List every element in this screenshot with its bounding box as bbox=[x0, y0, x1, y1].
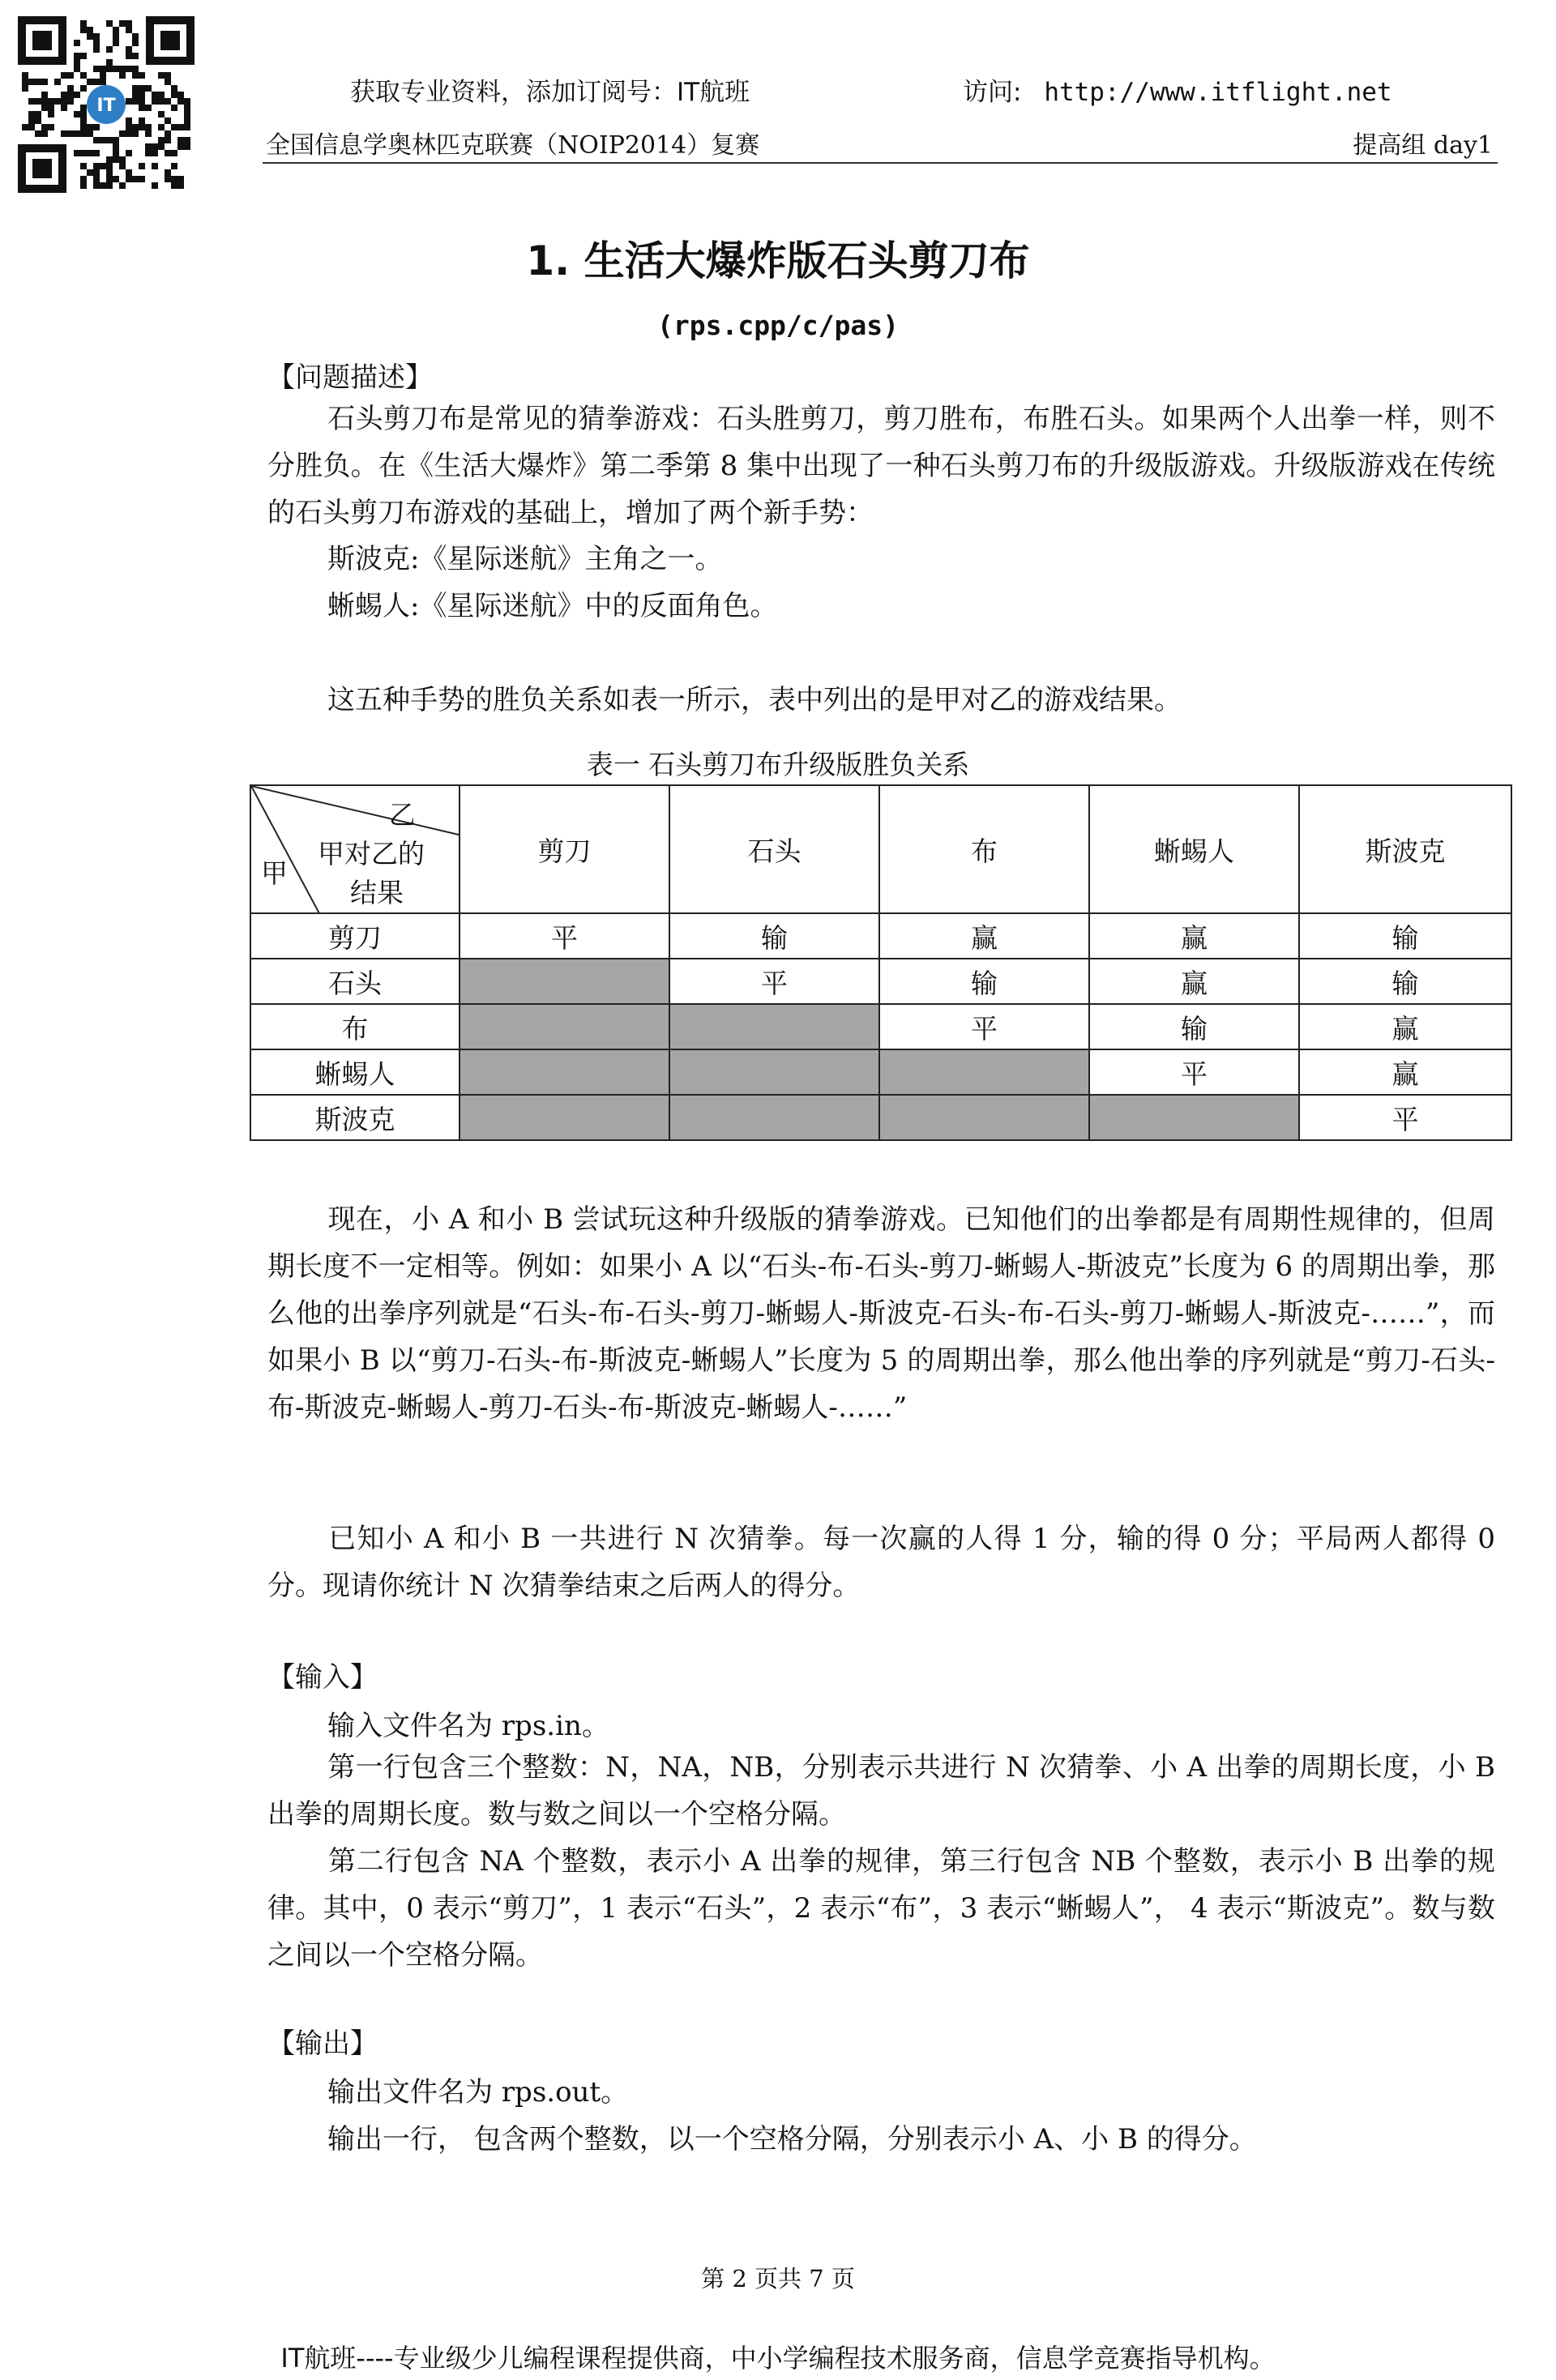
qr-module bbox=[119, 72, 126, 79]
qr-module bbox=[41, 98, 48, 105]
qr-module bbox=[158, 143, 165, 150]
qr-module bbox=[126, 66, 132, 72]
qr-module bbox=[126, 150, 132, 156]
shaded-cell bbox=[879, 1049, 1089, 1095]
qr-module bbox=[93, 40, 100, 46]
row-header: 石头 bbox=[250, 959, 460, 1004]
table-cell: 平 bbox=[1299, 1095, 1511, 1140]
qr-module bbox=[80, 72, 87, 79]
qr-module bbox=[126, 169, 132, 176]
table-cell: 平 bbox=[1089, 1049, 1299, 1095]
qr-module bbox=[67, 92, 74, 98]
qr-module bbox=[22, 124, 28, 130]
qr-module bbox=[35, 130, 41, 137]
corner-label-a: 甲 bbox=[261, 857, 288, 889]
qr-module bbox=[132, 124, 139, 130]
qr-module bbox=[158, 92, 165, 98]
qr-module bbox=[113, 150, 119, 156]
qr-module bbox=[35, 98, 41, 105]
qr-module bbox=[48, 111, 54, 118]
qr-module bbox=[113, 66, 119, 72]
qr-module bbox=[113, 143, 119, 150]
qr-module bbox=[171, 163, 177, 169]
qr-module bbox=[67, 72, 74, 79]
qr-module bbox=[139, 92, 145, 98]
table-row bbox=[250, 959, 1511, 1004]
corner-label-result-end: 结果 bbox=[350, 877, 404, 908]
qr-module bbox=[152, 92, 158, 98]
qr-module bbox=[119, 66, 126, 72]
qr-module bbox=[48, 98, 54, 105]
qr-module bbox=[139, 105, 145, 111]
qr-module bbox=[126, 130, 132, 137]
table-row bbox=[250, 1095, 1511, 1140]
table-cell: 输 bbox=[669, 913, 879, 959]
qr-module bbox=[113, 33, 119, 40]
lizard-line: 蜥蜴人:《星际迷航》中的反面角色。 bbox=[327, 590, 778, 622]
qr-module bbox=[139, 98, 145, 105]
qr-module bbox=[93, 182, 100, 189]
qr-module bbox=[184, 124, 190, 130]
qr-module bbox=[113, 156, 119, 163]
table-cell: 平 bbox=[879, 1004, 1089, 1049]
qr-module bbox=[119, 182, 126, 189]
qr-module bbox=[106, 137, 113, 143]
qr-module bbox=[28, 124, 35, 130]
row-header: 布 bbox=[250, 1004, 460, 1049]
qr-module bbox=[145, 143, 152, 150]
qr-module bbox=[113, 137, 119, 143]
qr-module bbox=[145, 130, 152, 137]
qr-module bbox=[126, 20, 132, 27]
qr-module bbox=[165, 176, 171, 182]
qr-module bbox=[139, 163, 145, 169]
qr-module bbox=[165, 79, 171, 85]
qr-module bbox=[158, 72, 165, 79]
table-cell: 赢 bbox=[879, 913, 1089, 959]
qr-module bbox=[126, 98, 132, 105]
corner-label-result: 甲对乙的 bbox=[318, 838, 425, 870]
qr-module bbox=[41, 124, 48, 130]
qr-module bbox=[132, 66, 139, 72]
qr-module bbox=[165, 150, 171, 156]
qr-module bbox=[184, 118, 190, 124]
qr-module bbox=[100, 137, 106, 143]
qr-module bbox=[100, 72, 106, 79]
qr-module bbox=[165, 98, 171, 105]
shaded-cell bbox=[669, 1049, 879, 1095]
col-header: 斯波克 bbox=[1299, 785, 1511, 913]
qr-module bbox=[132, 53, 139, 59]
qr-module bbox=[80, 85, 87, 92]
qr-module bbox=[184, 137, 190, 143]
qr-module bbox=[106, 169, 113, 176]
qr-module bbox=[87, 27, 93, 33]
qr-module bbox=[74, 150, 80, 156]
qr-module bbox=[67, 98, 74, 105]
qr-module bbox=[80, 27, 87, 33]
table-cell: 输 bbox=[1089, 1004, 1299, 1049]
shaded-cell bbox=[669, 1004, 879, 1049]
qr-module bbox=[80, 53, 87, 59]
qr-module bbox=[74, 40, 80, 46]
qr-module bbox=[74, 111, 80, 118]
shaded-cell bbox=[460, 1004, 669, 1049]
col-header: 布 bbox=[879, 785, 1089, 913]
qr-module bbox=[74, 53, 80, 59]
table-row bbox=[250, 1049, 1511, 1095]
table-row bbox=[250, 913, 1511, 959]
qr-code bbox=[15, 13, 198, 196]
qr-module bbox=[106, 156, 113, 163]
table-intro-line: 这五种手势的胜负关系如表一所示，表中列出的是甲对乙的游戏结果。 bbox=[327, 684, 1182, 716]
qr-module bbox=[80, 130, 87, 137]
shaded-cell bbox=[460, 1095, 669, 1140]
table-cell: 赢 bbox=[1089, 913, 1299, 959]
qr-module bbox=[171, 150, 177, 156]
qr-module bbox=[119, 156, 126, 163]
qr-module bbox=[165, 72, 171, 79]
qr-module bbox=[126, 46, 132, 53]
table-corner-cell bbox=[250, 785, 460, 913]
qr-module bbox=[171, 176, 177, 182]
qr-module bbox=[93, 46, 100, 53]
qr-module bbox=[113, 27, 119, 33]
qr-module bbox=[87, 130, 93, 137]
qr-module bbox=[139, 118, 145, 124]
qr-module bbox=[61, 130, 67, 137]
table-cell: 赢 bbox=[1299, 1004, 1511, 1049]
promo-url-link[interactable]: http://www.itflight.net bbox=[1044, 78, 1392, 107]
qr-module bbox=[126, 27, 132, 33]
qr-module bbox=[165, 169, 171, 176]
qr-module bbox=[80, 118, 87, 124]
qr-module bbox=[41, 130, 48, 137]
qr-module bbox=[165, 130, 171, 137]
footer-slogan: IT航班----专业级少儿编程课程提供商，中小学编程技术服务商，信息学竞赛指导机构。 bbox=[280, 2343, 1276, 2374]
qr-module bbox=[87, 169, 93, 176]
qr-module bbox=[177, 98, 184, 105]
qr-module bbox=[106, 163, 113, 169]
qr-module bbox=[100, 182, 106, 189]
input-line1-text: 第一行包含三个整数：N，NA，NB，分别表示共进行 N 次猜拳、小 A 出拳的周期长度，小 B 出拳的周期长度。数与数之间以一个空格分隔。 bbox=[267, 1751, 1495, 1831]
table-cell: 平 bbox=[669, 959, 879, 1004]
qr-module bbox=[80, 150, 87, 156]
qr-module bbox=[22, 85, 28, 92]
qr-module bbox=[171, 182, 177, 189]
qr-module bbox=[132, 92, 139, 98]
row-header: 蜥蜴人 bbox=[250, 1049, 460, 1095]
qr-module bbox=[106, 176, 113, 182]
example-paragraph bbox=[267, 1196, 1495, 1431]
promo-visit-label: 访问: bbox=[963, 78, 1022, 107]
qr-module bbox=[61, 98, 67, 105]
qr-module bbox=[41, 92, 48, 98]
col-header: 剪刀 bbox=[460, 785, 669, 913]
table-cell: 输 bbox=[879, 959, 1089, 1004]
qr-module bbox=[28, 118, 35, 124]
qr-module bbox=[177, 176, 184, 182]
qr-module bbox=[93, 137, 100, 143]
section-output-heading: 【输出】 bbox=[267, 2027, 378, 2060]
qr-module bbox=[93, 66, 100, 72]
qr-module bbox=[61, 72, 67, 79]
qr-module bbox=[35, 111, 41, 118]
qr-module bbox=[100, 163, 106, 169]
qr-module bbox=[100, 66, 106, 72]
input-line1-paragraph bbox=[267, 1744, 1495, 1838]
qr-module bbox=[152, 163, 158, 169]
qr-module bbox=[54, 79, 61, 85]
qr-module bbox=[87, 33, 93, 40]
qr-module bbox=[41, 79, 48, 85]
qr-module bbox=[35, 118, 41, 124]
qr-module bbox=[28, 79, 35, 85]
header-rule bbox=[263, 162, 1498, 164]
qr-module bbox=[54, 98, 61, 105]
qr-module bbox=[106, 182, 113, 189]
qr-module bbox=[113, 176, 119, 182]
qr-module bbox=[87, 150, 93, 156]
qr-module bbox=[177, 182, 184, 189]
qr-module bbox=[80, 163, 87, 169]
output-description-line: 输出一行， 包含两个整数，以一个空格分隔，分别表示小 A、小 B 的得分。 bbox=[327, 2123, 1257, 2156]
header-group: 提高组 day1 bbox=[1353, 131, 1493, 160]
corner-label-b: 乙 bbox=[389, 799, 416, 831]
qr-module bbox=[28, 111, 35, 118]
qr-module bbox=[126, 118, 132, 124]
qr-module bbox=[126, 124, 132, 130]
description-text: 石头剪刀布是常见的猜拳游戏：石头胜剪刀，剪刀胜布，布胜石头。如果两个人出拳一样，则不分胜负。在《生活大爆炸》第二季第 8 集中出现了一种石头剪刀布的升级版游戏。升级版游戏在传统的石头剪刀布游戏的基础上，增加了两个新手势： bbox=[267, 403, 1495, 529]
qr-module bbox=[67, 85, 74, 92]
shaded-cell bbox=[1089, 1095, 1299, 1140]
table-caption: 表一 石头剪刀布升级版胜负关系 bbox=[586, 749, 970, 780]
qr-module bbox=[139, 85, 145, 92]
qr-module bbox=[145, 105, 152, 111]
qr-module bbox=[145, 150, 152, 156]
row-header: 剪刀 bbox=[250, 913, 460, 959]
qr-module bbox=[158, 98, 165, 105]
qr-module bbox=[126, 53, 132, 59]
problem-title: 1. 生活大爆炸版石头剪刀布 bbox=[526, 237, 1030, 284]
qr-module bbox=[93, 124, 100, 130]
qr-module bbox=[171, 124, 177, 130]
qr-module bbox=[106, 20, 113, 27]
qr-module bbox=[80, 20, 87, 27]
qr-module bbox=[132, 98, 139, 105]
qr-module bbox=[152, 182, 158, 189]
qr-module bbox=[132, 130, 139, 137]
shaded-cell bbox=[879, 1095, 1089, 1140]
qr-module bbox=[132, 33, 139, 40]
qr-module bbox=[165, 137, 171, 143]
qr-module bbox=[106, 66, 113, 72]
input-line2-paragraph bbox=[267, 1838, 1495, 1979]
qr-module bbox=[48, 124, 54, 130]
qr-module bbox=[74, 130, 80, 137]
table-cell: 输 bbox=[1299, 959, 1511, 1004]
result-table bbox=[250, 784, 1512, 1141]
qr-module bbox=[119, 130, 126, 137]
shaded-cell bbox=[460, 1049, 669, 1095]
section-input-heading: 【输入】 bbox=[267, 1661, 378, 1694]
qr-module bbox=[184, 143, 190, 150]
qr-module bbox=[132, 176, 139, 182]
example-text: 现在，小 A 和小 B 尝试玩这种升级版的猜拳游戏。已知他们的出拳都是有周期性规律的，但周期长度不一定相等。例如：如果小 A 以“石头-布-石头-剪刀-蜥蜴人-斯波克”长度为 6 的周期出拳，那么他的出拳序列就是“石头-布-石头-剪刀-蜥蜴人-斯波克-石头-布-石头-剪刀-蜥蜴人-斯波克-……”，而如果小 B 以“剪刀-石头-布-斯波克-蜥蜴人”长度为 5 的周期出拳，那么他出拳的序列就是“剪刀-石头-布-斯波克-蜥蜴人-剪刀-石头-布-斯波克-蜥蜴人-……” bbox=[267, 1203, 1495, 1424]
qr-module bbox=[80, 124, 87, 130]
qr-module bbox=[126, 176, 132, 182]
qr-module bbox=[119, 163, 126, 169]
table-header-row bbox=[250, 785, 1511, 913]
qr-module bbox=[80, 176, 87, 182]
qr-module bbox=[158, 124, 165, 130]
qr-logo-text: IT bbox=[96, 96, 116, 116]
col-header: 蜥蜴人 bbox=[1089, 785, 1299, 913]
qr-module bbox=[113, 40, 119, 46]
qr-module bbox=[152, 150, 158, 156]
qr-module bbox=[87, 79, 93, 85]
qr-module bbox=[152, 143, 158, 150]
qr-module bbox=[106, 46, 113, 53]
qr-module bbox=[93, 169, 100, 176]
qr-module bbox=[93, 176, 100, 182]
input-filename-line: 输入文件名为 rps.in。 bbox=[327, 1710, 609, 1742]
qr-module bbox=[67, 130, 74, 137]
qr-module bbox=[145, 124, 152, 130]
qr-module bbox=[184, 105, 190, 111]
qr-module bbox=[177, 137, 184, 143]
qr-module bbox=[80, 105, 87, 111]
qr-module bbox=[171, 92, 177, 98]
qr-module bbox=[177, 92, 184, 98]
output-filename-line: 输出文件名为 rps.out。 bbox=[327, 2076, 629, 2109]
qr-module bbox=[152, 98, 158, 105]
qr-module bbox=[132, 40, 139, 46]
qr-module bbox=[145, 85, 152, 92]
table-cell: 平 bbox=[460, 913, 669, 959]
scoring-paragraph bbox=[267, 1515, 1495, 1609]
qr-module bbox=[35, 79, 41, 85]
section-description-heading: 【问题描述】 bbox=[267, 361, 433, 394]
qr-module bbox=[184, 111, 190, 118]
qr-module bbox=[171, 85, 177, 92]
input-line2-text: 第二行包含 NA 个整数，表示小 A 出拳的规律，第三行包含 NB 个整数，表示小 B 出拳的规律。其中，0 表示“剪刀”，1 表示“石头”，2 表示“布”，3 表示“蜥蜴人”， 4 表示“斯波克”。数与数之间以一个空格分隔。 bbox=[267, 1845, 1495, 1972]
qr-module bbox=[100, 79, 106, 85]
qr-module bbox=[22, 79, 28, 85]
qr-module bbox=[158, 111, 165, 118]
shaded-cell bbox=[460, 959, 669, 1004]
qr-module bbox=[61, 92, 67, 98]
page-number: 第 2 页共 7 页 bbox=[701, 2265, 855, 2292]
promo-right bbox=[963, 71, 1392, 108]
qr-module bbox=[93, 150, 100, 156]
qr-module bbox=[87, 124, 93, 130]
problem-filename: (rps.cpp/c/pas) bbox=[656, 310, 899, 341]
promo-left: 获取专业资料，添加订阅号：IT航班 bbox=[350, 78, 750, 107]
qr-module bbox=[93, 79, 100, 85]
qr-module bbox=[93, 163, 100, 169]
spock-line: 斯波克:《星际迷航》主角之一。 bbox=[327, 543, 723, 575]
qr-module bbox=[177, 124, 184, 130]
qr-module bbox=[119, 20, 126, 27]
qr-module bbox=[28, 98, 35, 105]
qr-module bbox=[80, 182, 87, 189]
scoring-text: 已知小 A 和小 B 一共进行 N 次猜拳。每一次赢的人得 1 分，输的得 0 分；平局两人都得 0 分。现请你统计 N 次猜拳结束之后两人的得分。 bbox=[267, 1523, 1495, 1602]
qr-module bbox=[48, 105, 54, 111]
qr-module bbox=[61, 105, 67, 111]
qr-module bbox=[106, 59, 113, 66]
shaded-cell bbox=[669, 1095, 879, 1140]
qr-module bbox=[74, 66, 80, 72]
qr-module bbox=[139, 176, 145, 182]
qr-module bbox=[139, 124, 145, 130]
qr-module bbox=[184, 98, 190, 105]
qr-module bbox=[74, 92, 80, 98]
col-header: 石头 bbox=[669, 785, 879, 913]
table-cell: 输 bbox=[1299, 913, 1511, 959]
table-cell: 赢 bbox=[1089, 959, 1299, 1004]
qr-module bbox=[41, 105, 48, 111]
qr-module bbox=[74, 59, 80, 66]
qr-module bbox=[22, 72, 28, 79]
qr-module bbox=[139, 72, 145, 79]
table-row bbox=[250, 1004, 1511, 1049]
description-paragraph bbox=[267, 395, 1495, 536]
qr-module bbox=[132, 85, 139, 92]
qr-module bbox=[132, 72, 139, 79]
row-header: 斯波克 bbox=[250, 1095, 460, 1140]
qr-module bbox=[158, 137, 165, 143]
qr-module bbox=[171, 105, 177, 111]
header-contest: 全国信息学奥林匹克联赛（NOIP2014）复赛 bbox=[266, 131, 760, 160]
qr-module bbox=[93, 33, 100, 40]
qr-module bbox=[177, 143, 184, 150]
table-cell: 赢 bbox=[1299, 1049, 1511, 1095]
qr-module bbox=[80, 111, 87, 118]
qr-module bbox=[165, 118, 171, 124]
